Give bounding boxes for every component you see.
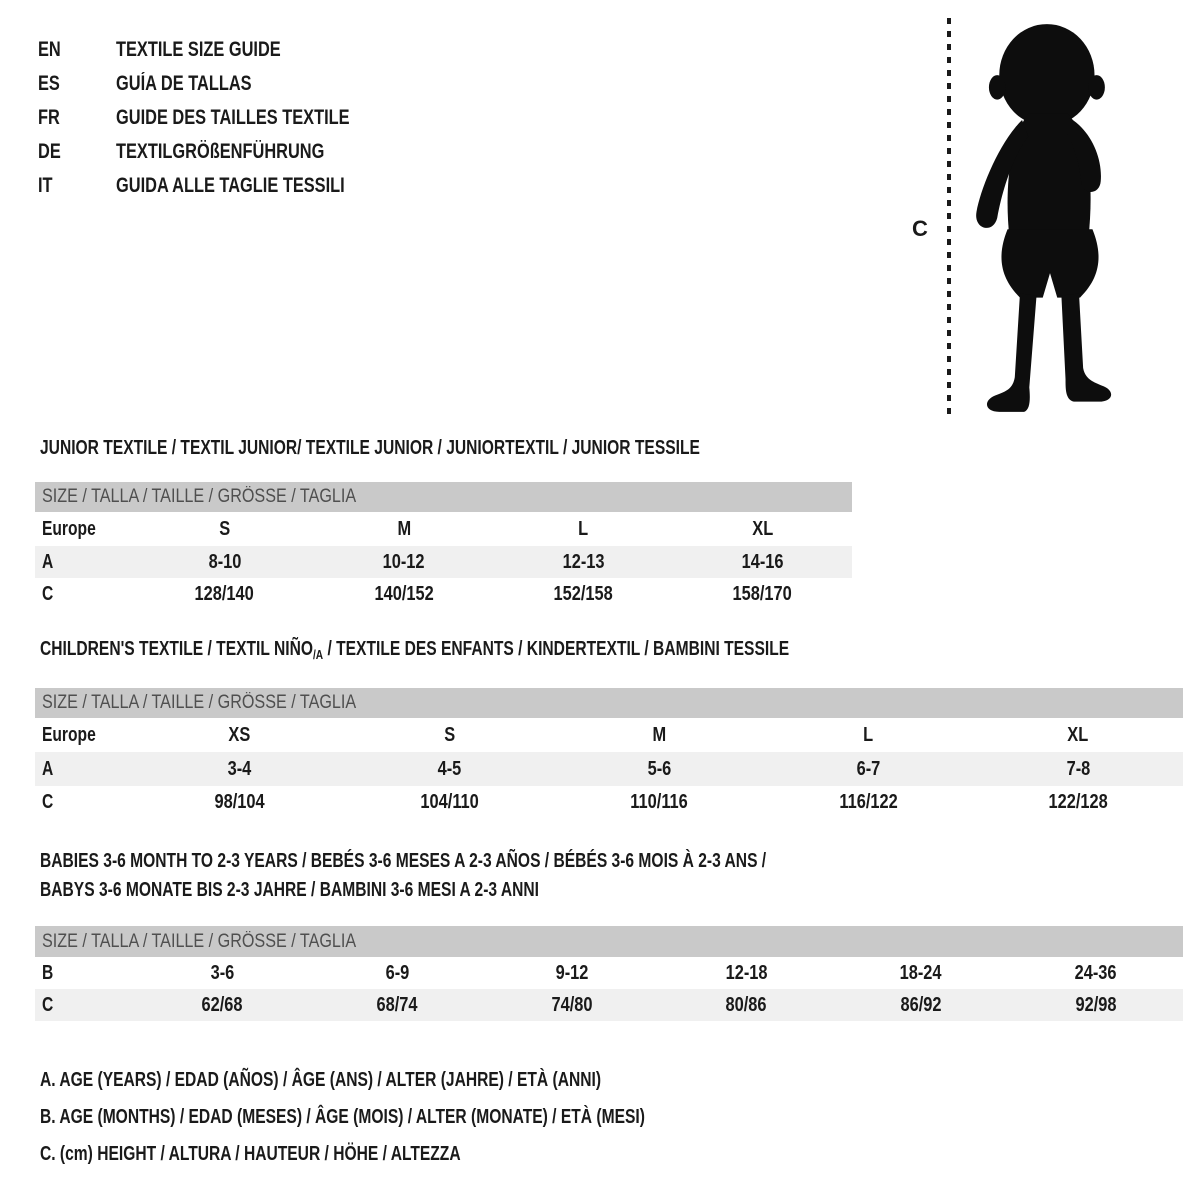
row-label: B: [42, 961, 54, 984]
size-cell: S: [219, 517, 231, 540]
age-cell: 5-6: [647, 757, 671, 780]
age-cell: 8-10: [208, 550, 242, 573]
lang-code-fr: FR: [38, 106, 60, 129]
size-cell: XS: [228, 723, 251, 746]
height-cell: 122/128: [1048, 790, 1108, 813]
height-cell: 158/170: [732, 583, 793, 605]
height-cell: 62/68: [201, 993, 243, 1016]
legend-line-c: C. (cm) HEIGHT / ALTURA / HAUTEUR / HÖHE / ALTEZZA: [40, 1143, 461, 1165]
lang-code-it: IT: [38, 174, 53, 197]
language-title-block: [38, 33, 415, 203]
height-cell: 74/80: [551, 993, 593, 1016]
age-cell: 3-6: [210, 961, 235, 984]
children-section-title: CHILDREN'S TEXTILE / TEXTIL $NIÑO_{/A}$ / TEXTILE DES ENFANTS / KINDERTEXTIL / BAMBINI TESSILE: [40, 638, 790, 662]
lang-label-es: GUÍA DE TALLAS: [116, 72, 252, 95]
children-size-header-bar: SIZE / TALLA / TAILLE / GRÖSSE / TAGLIA: [35, 688, 1183, 718]
lang-row-es: [38, 67, 415, 101]
height-cell: 86/92: [900, 993, 942, 1016]
height-cell: 92/98: [1075, 993, 1117, 1016]
children-row-a: [35, 752, 1183, 786]
lang-label-it: GUIDA ALLE TAGLIE TESSILI: [116, 174, 345, 197]
lang-label-en: TEXTILE SIZE GUIDE: [116, 38, 281, 61]
size-cell: L: [863, 723, 874, 746]
height-cell: 80/86: [725, 993, 767, 1016]
height-cell: 104/110: [420, 790, 479, 813]
height-cell: 128/140: [194, 583, 255, 605]
babies-section-title-line1: BABIES 3-6 MONTH TO 2-3 YEARS / BEBÉS 3-6 MESES A 2-3 AÑOS / BÉBÉS 3-6 MOIS À 2-3 ANS /: [40, 850, 767, 872]
size-cell: S: [443, 723, 455, 746]
junior-size-table: [35, 482, 852, 611]
junior-row-a: [35, 546, 852, 578]
age-cell: 12-18: [725, 961, 768, 984]
height-measure-label-c: C: [912, 216, 928, 241]
row-label: C: [42, 790, 54, 813]
age-cell: 10-12: [382, 550, 425, 573]
age-cell: 12-13: [562, 550, 605, 573]
lang-row-en: [38, 33, 415, 67]
lang-row-de: [38, 135, 415, 169]
legend-line-b: B. AGE (MONTHS) / EDAD (MESES) / ÂGE (MOIS) / ALTER (MONATE) / ETÀ (MESI): [40, 1106, 645, 1128]
row-label: Europe: [42, 517, 96, 540]
height-cell: 116/122: [839, 790, 898, 813]
lang-code-de: DE: [38, 140, 61, 163]
height-cell: 98/104: [214, 790, 265, 813]
height-cell: 152/158: [553, 583, 613, 605]
size-cell: M: [397, 517, 411, 540]
junior-size-header-bar: SIZE / TALLA / TAILLE / GRÖSSE / TAGLIA: [35, 482, 852, 512]
height-measure-dashed-line: [947, 18, 951, 416]
junior-row-c: [35, 578, 852, 611]
children-row-europe: [35, 718, 1183, 752]
size-cell: XL: [1067, 723, 1089, 746]
legend-line-a: A. AGE (YEARS) / EDAD (AÑOS) / ÂGE (ANS) / ALTER (JAHRE) / ETÀ (ANNI): [40, 1069, 602, 1091]
junior-section-title: JUNIOR TEXTILE / TEXTIL JUNIOR/ TEXTILE JUNIOR / JUNIORTEXTIL / JUNIOR TESSILE: [40, 437, 700, 459]
lang-code-en: EN: [38, 38, 61, 61]
lang-label-de: TEXTILGRÖßENFÜHRUNG: [116, 140, 325, 163]
size-cell: M: [652, 723, 666, 746]
row-label: Europe: [42, 723, 96, 746]
babies-size-header-bar: SIZE / TALLA / TAILLE / GRÖSSE / TAGLIA: [35, 926, 1183, 957]
age-cell: 9-12: [555, 961, 589, 984]
age-cell: 18-24: [900, 961, 942, 984]
size-cell: L: [578, 517, 589, 540]
toddler-silhouette-icon: [962, 20, 1138, 418]
age-cell: 6-9: [385, 961, 409, 984]
height-cell: 110/116: [630, 790, 688, 813]
row-label: A: [42, 757, 54, 780]
row-label: C: [42, 583, 54, 605]
lang-label-fr: GUIDE DES TAILLES TEXTILE: [116, 106, 350, 129]
babies-row-c: [35, 989, 1183, 1021]
age-cell: 14-16: [741, 550, 784, 573]
babies-size-table: [35, 926, 1183, 1021]
lang-row-it: [38, 169, 415, 203]
age-cell: 7-8: [1066, 757, 1091, 780]
lang-code-es: ES: [38, 72, 60, 95]
size-cell: XL: [751, 517, 773, 540]
lang-row-fr: [38, 101, 415, 135]
children-row-c: [35, 786, 1183, 818]
height-cell: 68/74: [376, 993, 418, 1016]
age-cell: 6-7: [856, 757, 881, 780]
children-size-table: [35, 688, 1183, 818]
title-subscript: /A: [312, 647, 324, 662]
age-cell: 3-4: [227, 757, 252, 780]
babies-row-b: [35, 957, 1183, 989]
row-label: A: [42, 550, 54, 573]
babies-section-title-line2: BABYS 3-6 MONATE BIS 2-3 JAHRE / BAMBINI 3-6 MESI A 2-3 ANNI: [40, 879, 539, 901]
age-cell: 4-5: [437, 757, 462, 780]
row-label: C: [42, 993, 54, 1016]
junior-row-europe: [35, 512, 852, 546]
height-cell: 140/152: [374, 583, 434, 605]
age-cell: 24-36: [1074, 961, 1117, 984]
